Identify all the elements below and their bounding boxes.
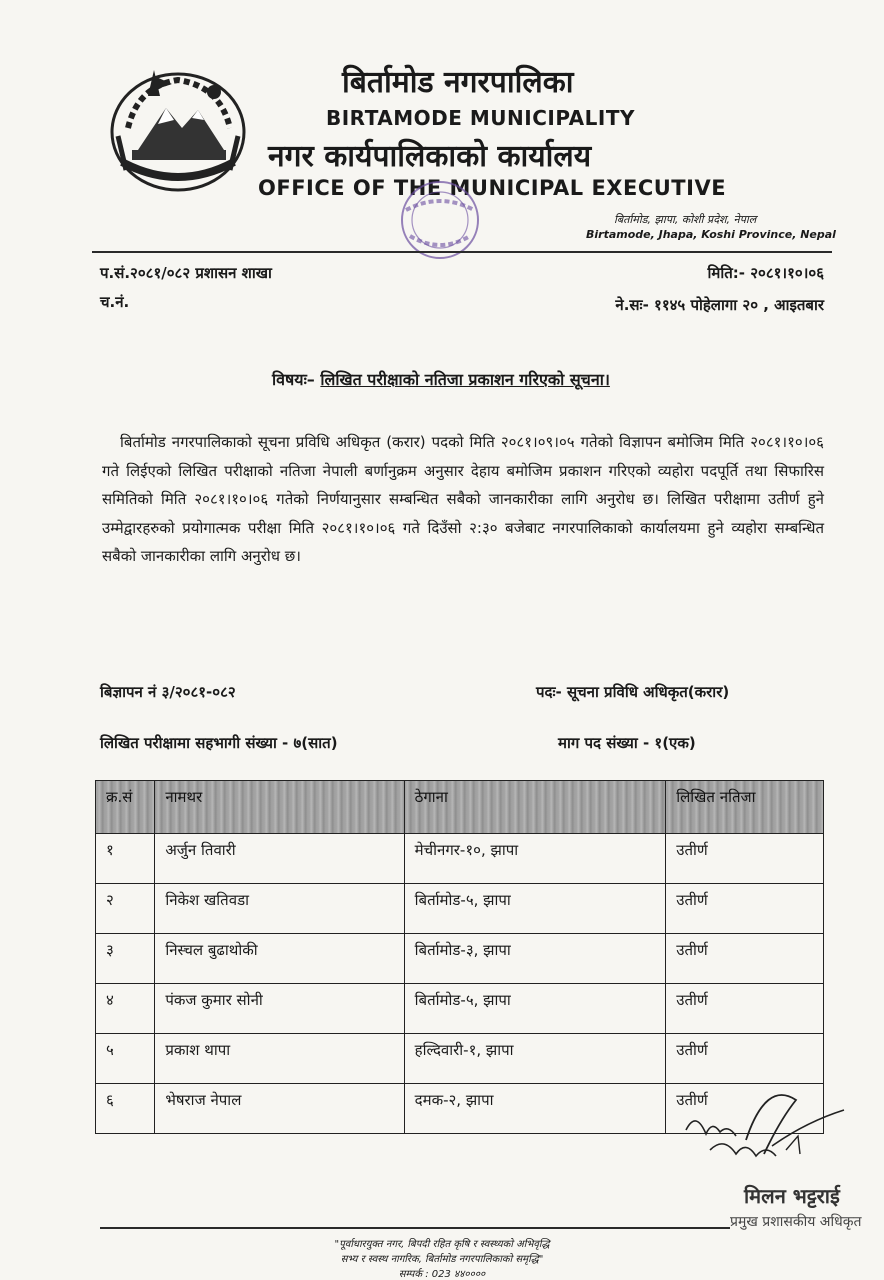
signatory-title: प्रमुख प्रशासकीय अधिकृत bbox=[730, 1214, 862, 1230]
footer-slogan-line-1: "पूर्वाधारयुक्त नगर, बिपदी रहित कृषि र स्वस्थ्यको अभिवृद्धि bbox=[334, 1239, 550, 1250]
header-name: नामथर bbox=[155, 781, 404, 834]
cell-serial: ३ bbox=[96, 934, 155, 984]
cell-result: उतीर्ण bbox=[666, 1034, 824, 1084]
header-result: लिखित नतिजा bbox=[666, 781, 824, 834]
cell-serial: १ bbox=[96, 834, 155, 884]
office-stamp-icon bbox=[380, 180, 500, 272]
footer-slogan-line-2: सभ्य र स्वस्थ नागरिक, बिर्तामोड नगरपालिकाको समृद्धि" bbox=[340, 1254, 544, 1265]
cell-address: बिर्तामोड-३, झापा bbox=[404, 934, 666, 984]
cell-address: बिर्तामोड-५, झापा bbox=[404, 984, 666, 1034]
date: मिति:- २०८१।१०।०६ bbox=[707, 264, 824, 282]
cell-address: मेचीनगर-१०, झापा bbox=[404, 834, 666, 884]
office-name-nepali: नगर कार्यपालिकाको कार्यालय bbox=[268, 139, 592, 174]
cell-serial: ५ bbox=[96, 1034, 155, 1084]
cell-result: उतीर्ण bbox=[666, 934, 824, 984]
vacancy-count: माग पद संख्या - १(एक) bbox=[558, 734, 696, 752]
municipality-name-nepali: बिर्तामोड नगरपालिका bbox=[342, 65, 574, 100]
cell-name: पंकज कुमार सोनी bbox=[155, 984, 404, 1034]
participant-count: लिखित परीक्षामा सहभागी संख्या - ७(सात) bbox=[100, 734, 338, 752]
footer-divider bbox=[100, 1227, 730, 1229]
subject-line bbox=[272, 368, 610, 390]
table-row bbox=[96, 834, 824, 884]
office-name-english: OFFICE OF THE MUNICIPAL EXECUTIVE bbox=[258, 176, 727, 200]
signatory-name: मिलन भट्टराई bbox=[744, 1184, 840, 1208]
subject-label: विषयः– bbox=[272, 370, 315, 389]
cell-serial: २ bbox=[96, 884, 155, 934]
cell-result: उतीर्ण bbox=[666, 984, 824, 1034]
nepal-sambat-date: ने.सः- ११४५ पोहेलागा २० , आइतबार bbox=[615, 296, 824, 314]
cell-result: उतीर्ण bbox=[666, 834, 824, 884]
header-divider bbox=[92, 251, 832, 253]
cell-serial: ६ bbox=[96, 1084, 155, 1134]
table-row bbox=[96, 984, 824, 1034]
dispatch-number: च.नं. bbox=[100, 293, 130, 311]
table-row bbox=[96, 934, 824, 984]
post-title: पदः- सूचना प्रविधि अधिकृत(करार) bbox=[536, 683, 730, 701]
table-row bbox=[96, 884, 824, 934]
cell-result: उतीर्ण bbox=[666, 1084, 824, 1134]
cell-result: उतीर्ण bbox=[666, 884, 824, 934]
signature-icon bbox=[676, 1070, 846, 1190]
table-header-row bbox=[96, 781, 824, 834]
cell-name: भेषराज नेपाल bbox=[155, 1084, 404, 1134]
footer-contact: सम्पर्क : 023 ४४०००० bbox=[398, 1269, 486, 1280]
cell-name: अर्जुन तिवारी bbox=[155, 834, 404, 884]
cell-address: हल्दिवारी-१, झापा bbox=[404, 1034, 666, 1084]
cell-serial: ४ bbox=[96, 984, 155, 1034]
advertisement-number: बिज्ञापन नं ३/२०८१-०८२ bbox=[100, 683, 236, 701]
cell-name: निकेश खतिवडा bbox=[155, 884, 404, 934]
cell-name: निस्चल बुढाथोकी bbox=[155, 934, 404, 984]
reference-number: प.सं.२०८१/०८२ प्रशासन शाखा bbox=[100, 264, 272, 282]
header-address: ठेगाना bbox=[404, 781, 666, 834]
municipality-name-english: BIRTAMODE MUNICIPALITY bbox=[326, 106, 635, 130]
address-nepali: बिर्तामोड, झापा, कोशी प्रदेश, नेपाल bbox=[614, 213, 757, 226]
cell-address: बिर्तामोड-५, झापा bbox=[404, 884, 666, 934]
header-serial: क्र.सं bbox=[96, 781, 155, 834]
nepal-emblem-icon bbox=[108, 66, 248, 194]
cell-address: दमक-२, झापा bbox=[404, 1084, 666, 1134]
body-paragraph: बिर्तामोड नगरपालिकाको सूचना प्रविधि अधिकृत (करार) पदको मिति २०८१।०९।०५ गतेको विज्ञापन बमोजिम मिति २०८१।१०।०६ गते लिईएको लिखित परीक्षाको नतिजा नेपाली बर्णानुक्रम अनुसार देहाय बमोजिम प्रकाशन गरिएको व्यहोरा पदपूर्ति तथा सिफारिस समितिको मिति २०८१।१०।०६ गतेको निर्णयानुसार सम्बन्धित सबैको जानकारीका लागि अनुरोध छ। लिखित परीक्षामा उतीर्ण हुने उम्मेद्वारहरुको प्रयोगात्मक परीक्षा मिति २०८१।१०।०६ गते दिउँसो २:३० बजेबाट नगरपालिकाको कार्यालयमा हुने व्यहोरा सम्बन्धित सबैको जानकारीका लागि अनुरोध छ। bbox=[102, 433, 824, 566]
cell-name: प्रकाश थापा bbox=[155, 1034, 404, 1084]
address-english: Birtamode, Jhapa, Koshi Province, Nepal bbox=[586, 228, 836, 241]
subject-text: लिखित परीक्षाको नतिजा प्रकाशन गरिएको सूचना। bbox=[320, 370, 610, 389]
